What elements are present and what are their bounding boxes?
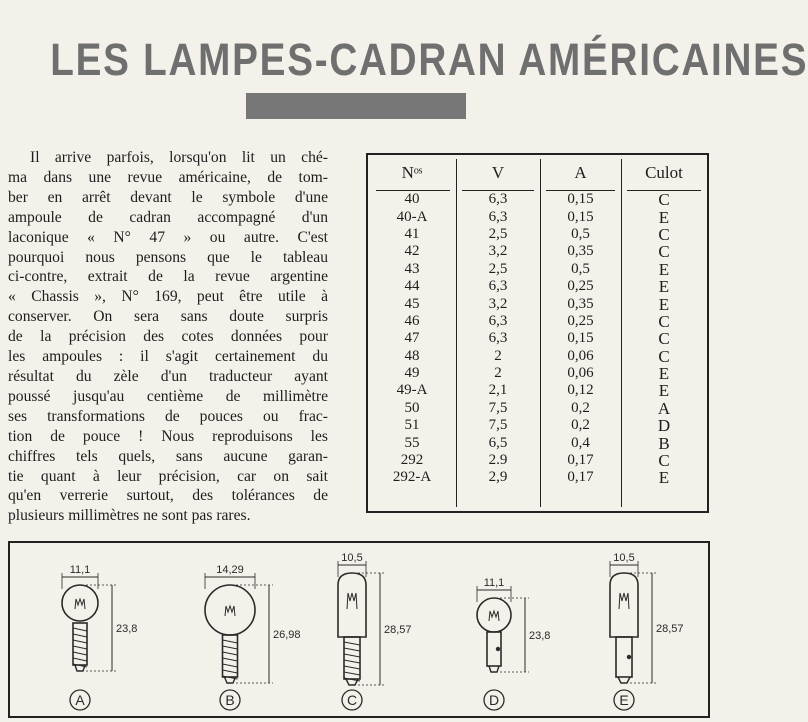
bulb-letter: C <box>346 692 358 708</box>
width-label: 11,1 <box>483 577 505 589</box>
cell-number: 42 <box>404 243 420 260</box>
body-line: tion de pouce ! Nous reproduisons les <box>8 427 328 445</box>
body-line: chiffres tels quels, sans aucune garan- <box>8 447 328 465</box>
cell-culot: C <box>658 190 670 210</box>
cell-number: 45 <box>404 295 420 312</box>
cell-culot: E <box>658 294 670 314</box>
cell-amperage: 0,17 <box>567 452 594 469</box>
table-body <box>368 191 707 487</box>
table-row <box>368 295 707 312</box>
bulb-glass <box>477 598 511 632</box>
bulb-spec-table <box>366 153 709 513</box>
thread-line <box>223 646 238 649</box>
thread-line <box>344 654 360 657</box>
body-line: de la précision des cotes données pour <box>8 328 328 346</box>
cell-culot: E <box>658 468 670 488</box>
table-row <box>368 191 707 208</box>
body-line: Il arrive parfois, lorsqu'on lit un ché- <box>30 149 328 166</box>
body-line: résultat du zèle d'un traducteur ayant <box>8 367 328 385</box>
cell-amperage: 0,35 <box>567 295 594 312</box>
thread-line <box>223 664 238 667</box>
width-label: 14,29 <box>216 564 244 576</box>
thread-line <box>344 672 360 675</box>
bulb-glass <box>610 573 638 637</box>
filament <box>619 593 629 609</box>
cell-amperage: 0,2 <box>571 399 590 416</box>
cell-voltage: 2,9 <box>488 469 508 486</box>
thread-line <box>73 640 87 643</box>
height-label: 23,8 <box>116 623 138 635</box>
cell-number: 40-A <box>396 208 428 225</box>
table-row <box>368 365 707 382</box>
cell-amperage: 0,5 <box>571 260 590 277</box>
base-contact <box>618 677 630 683</box>
thread-line <box>223 670 238 673</box>
cell-voltage: 6,3 <box>488 208 508 225</box>
cell-number: 40 <box>404 191 420 208</box>
table-row <box>368 382 707 399</box>
width-label: 10,5 <box>341 552 363 564</box>
height-label: 28,57 <box>384 624 412 636</box>
cell-amperage: 0,12 <box>567 382 594 399</box>
header-amperage: A <box>574 163 587 182</box>
bayonet-pin <box>496 647 500 651</box>
table-row <box>368 261 707 278</box>
cell-amperage: 0,2 <box>571 417 590 434</box>
thread-line <box>223 652 238 655</box>
thread-line <box>223 658 238 661</box>
header-number: Nᵒˢ <box>401 163 423 182</box>
bulb-c <box>338 552 412 710</box>
bulb-d <box>477 577 550 710</box>
cell-voltage: 2 <box>494 347 502 364</box>
article-body <box>8 148 328 526</box>
filament <box>347 593 357 609</box>
table-header-row <box>368 155 707 191</box>
height-label: 28,57 <box>656 623 684 635</box>
cell-amperage: 0,06 <box>567 365 594 382</box>
cell-voltage: 6,3 <box>488 330 508 347</box>
table-row <box>368 243 707 260</box>
cell-culot: A <box>657 398 671 418</box>
body-line: les ampoules : il s'agit certainement du <box>8 348 328 366</box>
bulb-e <box>610 552 684 710</box>
cell-number: 292-A <box>392 469 432 486</box>
cell-culot: C <box>658 311 670 331</box>
header-voltage: V <box>491 163 505 182</box>
cell-number: 41 <box>404 225 420 242</box>
table-row <box>368 348 707 365</box>
bulb-letter: D <box>488 692 500 708</box>
header-culot: Culot <box>645 163 683 182</box>
bulb-drawings <box>10 543 708 716</box>
filament <box>489 611 499 621</box>
cell-voltage: 3,2 <box>488 243 508 260</box>
cell-number: 50 <box>404 399 420 416</box>
table-row <box>368 278 707 295</box>
base-contact <box>489 666 499 672</box>
cell-culot: C <box>658 329 670 349</box>
spec-table <box>368 155 707 487</box>
cell-amperage: 0,15 <box>567 208 594 225</box>
cell-amperage: 0,5 <box>571 225 590 242</box>
body-line: conserver. On sera sans doute surpris <box>8 308 328 326</box>
cell-number: 49 <box>404 365 420 382</box>
header-rule <box>462 190 534 191</box>
bulb-glass <box>338 573 366 637</box>
table-row <box>368 330 707 347</box>
table-row <box>368 208 707 225</box>
cell-voltage: 6,3 <box>488 312 508 329</box>
cell-culot: E <box>658 381 670 401</box>
height-label: 26,98 <box>273 629 301 641</box>
cell-culot: C <box>658 346 670 366</box>
body-line: tie quant à leur précision, car on sait <box>8 467 328 485</box>
body-line: ma dans une revue américaine, de tom- <box>8 168 328 186</box>
cell-amperage: 0,35 <box>567 243 594 260</box>
cell-number: 49-A <box>396 382 428 399</box>
cell-culot: C <box>658 224 670 244</box>
cell-number: 292 <box>400 452 424 469</box>
body-line: « Chassis », N° 169, peut être utile à <box>8 288 328 306</box>
body-line: ber en arrêt devant le symbole d'une <box>8 188 328 206</box>
cell-number: 44 <box>404 278 420 295</box>
bulb-letter: E <box>619 692 629 708</box>
body-line: laconique « N° 47 » ou autre. C'est <box>8 228 328 246</box>
width-label: 11,1 <box>69 564 91 576</box>
body-line: plusieurs millimètres ne sont pas rares. <box>8 507 251 525</box>
header-rule <box>376 190 450 191</box>
cell-number: 51 <box>404 417 420 434</box>
cell-amperage: 0,15 <box>567 191 594 208</box>
bulb-diagram-panel <box>8 541 710 718</box>
thread-line <box>344 660 360 663</box>
bulb-letter: B <box>225 692 235 708</box>
cell-amperage: 0,15 <box>567 330 594 347</box>
cell-amperage: 0,17 <box>567 469 594 486</box>
thread-line <box>73 628 87 631</box>
width-label: 10,5 <box>613 552 635 564</box>
thread-line <box>73 658 87 661</box>
thread-line <box>73 634 87 637</box>
table-row <box>368 313 707 330</box>
cell-amperage: 0,06 <box>567 347 594 364</box>
cell-number: 48 <box>404 347 420 364</box>
cell-voltage: 2 <box>494 365 502 382</box>
bulb-letter: A <box>75 692 85 708</box>
bulb-a <box>62 564 137 710</box>
height-label: 23,8 <box>529 630 551 642</box>
header-rule <box>627 190 701 191</box>
cell-culot: C <box>658 451 670 471</box>
cell-number: 47 <box>404 330 420 347</box>
filament <box>75 599 85 609</box>
cell-voltage: 2,1 <box>488 382 508 399</box>
header-rule <box>546 190 615 191</box>
cell-amperage: 0,25 <box>567 278 594 295</box>
title-underline-bar <box>246 93 466 119</box>
cell-voltage: 2.9 <box>488 452 508 469</box>
column-divider <box>621 159 622 507</box>
table-row <box>368 452 707 469</box>
bulb-glass <box>205 585 255 635</box>
thread-line <box>223 640 238 643</box>
bulb-b <box>205 564 301 710</box>
body-line: qu'en verrerie surtout, des tolérances de <box>8 487 328 505</box>
thread-line <box>344 666 360 669</box>
table-row <box>368 226 707 243</box>
thread-line <box>73 652 87 655</box>
cell-number: 55 <box>404 434 420 451</box>
filament <box>225 606 235 616</box>
body-line: ses transformations de pouces ou frac- <box>8 407 328 425</box>
body-line: ci-contre, extrait de la revue argentine <box>8 268 328 286</box>
body-line: poussé jusqu'au centième de millimètre <box>8 387 328 405</box>
cell-voltage: 3,2 <box>488 295 508 312</box>
cell-number: 43 <box>404 260 420 277</box>
cell-voltage: 6,3 <box>488 278 508 295</box>
table-row <box>368 469 707 486</box>
table-row <box>368 417 707 434</box>
body-line: pourquoi nous pensons que le tableau <box>8 248 328 266</box>
bayonet-pin <box>627 655 631 659</box>
cell-voltage: 2,5 <box>488 225 508 242</box>
cell-amperage: 0,25 <box>567 312 594 329</box>
cell-culot: D <box>657 416 671 436</box>
cell-culot: B <box>658 433 670 453</box>
body-line: ampoule de cadran accompagné d'un <box>8 208 328 226</box>
cell-voltage: 6,3 <box>488 191 508 208</box>
cell-voltage: 7,5 <box>488 399 508 416</box>
bulb-glass <box>62 585 98 621</box>
cell-number: 46 <box>404 312 420 329</box>
column-divider <box>540 159 541 507</box>
cell-voltage: 6,5 <box>488 434 508 451</box>
table-row <box>368 400 707 417</box>
cell-culot: E <box>658 207 670 227</box>
cell-amperage: 0,4 <box>571 434 590 451</box>
thread-line <box>344 642 360 645</box>
table-row <box>368 434 707 451</box>
cell-culot: E <box>658 364 670 384</box>
cell-culot: E <box>658 277 670 297</box>
cell-culot: E <box>658 259 670 279</box>
column-divider <box>456 159 457 507</box>
cell-voltage: 7,5 <box>488 417 508 434</box>
thread-line <box>73 646 87 649</box>
thread-line <box>344 648 360 651</box>
cell-voltage: 2,5 <box>488 260 508 277</box>
page-title: LES LAMPES-CADRAN AMÉRICAINES <box>50 34 808 85</box>
cell-culot: C <box>658 242 670 262</box>
